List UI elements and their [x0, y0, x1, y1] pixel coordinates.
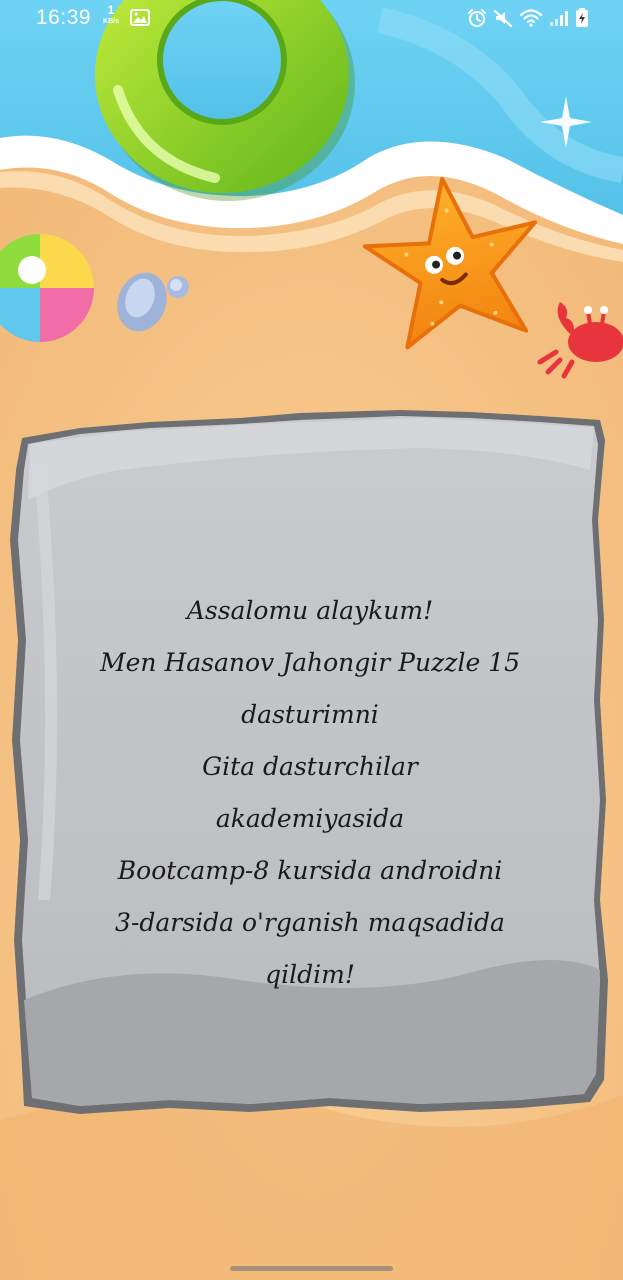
- mute-icon: [493, 8, 513, 33]
- home-indicator[interactable]: [230, 1266, 393, 1271]
- note-line: Gita dasturchilar: [202, 752, 418, 781]
- network-speed-unit: KB/s: [103, 18, 119, 25]
- signal-icon: [549, 9, 569, 32]
- note-line: akademiyasida: [215, 804, 405, 833]
- wifi-icon: [519, 8, 543, 33]
- note-line: dasturimni: [241, 700, 379, 729]
- note-line: Men Hasanov Jahongir Puzzle 15: [100, 648, 520, 677]
- status-bar: [0, 0, 623, 40]
- note-line: 3-darsida o'rganish maqsadida: [115, 908, 505, 937]
- gallery-icon: [130, 9, 150, 31]
- note-line: Bootcamp-8 kursida androidni: [117, 856, 503, 885]
- status-time: 16:39: [36, 6, 92, 29]
- status-icons: [467, 8, 589, 33]
- note-line: Assalomu alaykum!: [186, 596, 434, 625]
- note-line: qildim!: [265, 960, 355, 989]
- alarm-icon: [467, 8, 487, 33]
- network-speed: [99, 5, 123, 27]
- greeting-note: [70, 585, 550, 1001]
- network-speed-value: 1: [107, 3, 115, 17]
- battery-charging-icon: [575, 8, 589, 33]
